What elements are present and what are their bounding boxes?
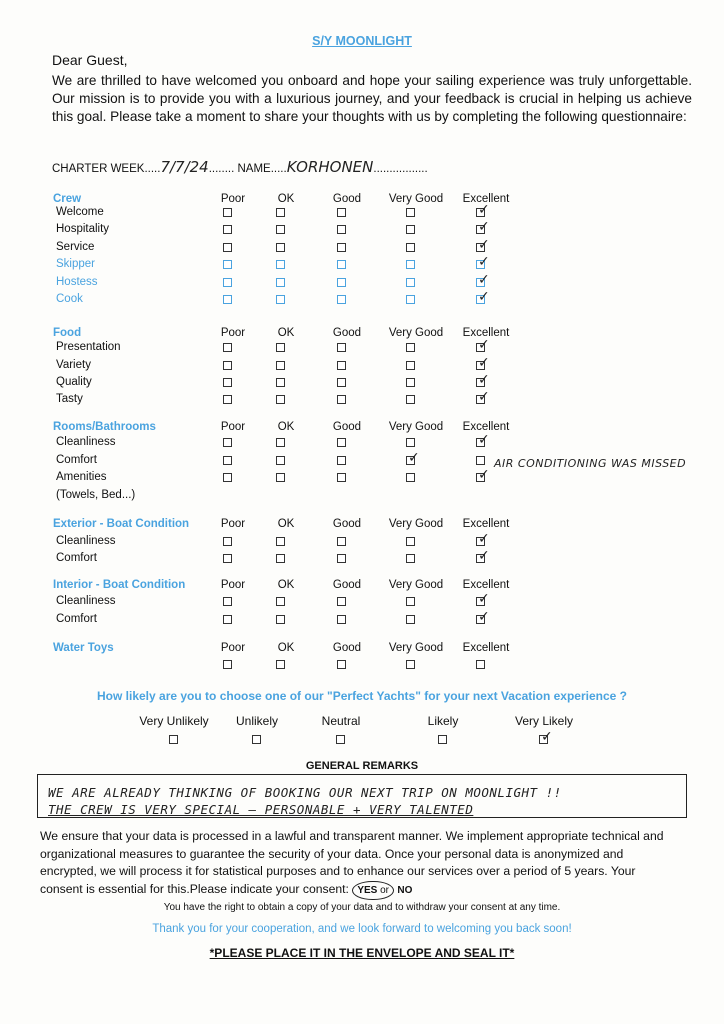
column-header-poor: Poor — [220, 642, 246, 654]
column-header-very-good: Very Good — [388, 421, 444, 433]
column-header-excellent: Excellent — [462, 421, 510, 433]
column-header-very-good: Very Good — [388, 327, 444, 339]
rating-checkbox-poor[interactable] — [223, 295, 232, 304]
checkmark-icon: ✓ — [478, 591, 490, 607]
rating-checkbox-poor[interactable] — [223, 597, 232, 606]
checkmark-icon: ✓ — [478, 467, 490, 483]
rating-checkbox-good[interactable] — [337, 473, 346, 482]
rating-checkbox-good[interactable] — [337, 361, 346, 370]
name-label: NAME — [237, 163, 271, 175]
rating-checkbox-excellent[interactable] — [476, 237, 490, 253]
remarks-title: GENERAL REMARKS — [305, 760, 419, 772]
rating-checkbox-ok[interactable] — [276, 295, 285, 304]
column-header-good: Good — [332, 327, 362, 339]
column-header-excellent: Excellent — [462, 327, 510, 339]
rating-checkbox-ok[interactable] — [276, 554, 285, 563]
rating-checkbox-poor[interactable] — [223, 660, 232, 669]
likelihood-checkbox[interactable] — [252, 735, 261, 744]
row-label: Variety — [56, 359, 91, 371]
rating-checkbox-good[interactable] — [337, 208, 346, 217]
rating-checkbox-good[interactable] — [337, 378, 346, 387]
rating-checkbox-ok[interactable] — [276, 395, 285, 404]
rating-checkbox-excellent[interactable] — [476, 272, 490, 288]
column-header-very-good: Very Good — [388, 579, 444, 591]
likelihood-checkbox[interactable] — [539, 729, 553, 745]
rating-checkbox-very-good[interactable] — [406, 295, 415, 304]
column-header-poor: Poor — [220, 518, 246, 530]
checkmark-icon: ✓ — [478, 254, 490, 270]
rating-checkbox-good[interactable] — [337, 343, 346, 352]
rating-checkbox-excellent[interactable] — [476, 289, 490, 305]
rating-checkbox-very-good[interactable] — [406, 260, 415, 269]
rating-checkbox-very-good[interactable] — [406, 473, 415, 482]
rating-checkbox-poor[interactable] — [223, 225, 232, 234]
rating-checkbox-excellent[interactable] — [476, 372, 490, 388]
rating-checkbox-very-good[interactable] — [406, 554, 415, 563]
column-header-poor: Poor — [220, 193, 246, 205]
rating-checkbox-excellent[interactable] — [476, 591, 490, 607]
data-rights-note: You have the right to obtain a copy of your data and to withdraw your consent at any time. — [163, 902, 561, 913]
rating-checkbox-ok[interactable] — [276, 597, 285, 606]
rating-checkbox-poor[interactable] — [223, 615, 232, 624]
row-label: Hospitality — [56, 223, 110, 235]
section-label-crew: Crew — [53, 193, 82, 205]
rating-checkbox-very-good[interactable] — [406, 438, 415, 447]
rating-checkbox-ok[interactable] — [276, 473, 285, 482]
charter-week-value[interactable]: 7/7/24 — [160, 158, 209, 176]
rating-checkbox-ok[interactable] — [276, 660, 285, 669]
rating-checkbox-excellent[interactable] — [476, 531, 490, 547]
rating-checkbox-poor[interactable] — [223, 361, 232, 370]
thanks-message: Thank you for your cooperation, and we look forward to welcoming you back soon! — [152, 923, 572, 935]
charter-line: CHARTER WEEK.....7/7/24........ NAME.....KORHONEN................. — [52, 158, 428, 176]
rating-checkbox-very-good[interactable] — [406, 278, 415, 287]
intro-paragraph: We are thrilled to have welcomed you onboard and hope your sailing experience was truly unforgettable. Our mission is to provide you with a luxurious journey, and your feedback is crucial in helping us achieve this goal. Please take a moment to share your thoughts with us by completing the following questionnaire: — [52, 73, 692, 124]
rating-checkbox-very-good[interactable] — [406, 660, 415, 669]
rooms-note: AIR CONDITIONING WAS MISSED — [494, 457, 687, 470]
column-header-ok: OK — [277, 327, 295, 339]
name-value[interactable]: KORHONEN — [286, 158, 374, 176]
rating-checkbox-very-good[interactable] — [406, 597, 415, 606]
rating-checkbox-ok[interactable] — [276, 260, 285, 269]
row-label: Cook — [56, 293, 83, 305]
row-label: Cleanliness — [56, 436, 116, 448]
rating-checkbox-ok[interactable] — [276, 208, 285, 217]
rating-checkbox-poor[interactable] — [223, 243, 232, 252]
rating-checkbox-very-good[interactable] — [406, 537, 415, 546]
column-header-excellent: Excellent — [462, 579, 510, 591]
row-label: Service — [56, 241, 95, 253]
likelihood-label: Unlikely — [235, 714, 278, 728]
checkmark-icon: ✓ — [478, 272, 490, 288]
rating-checkbox-good[interactable] — [337, 225, 346, 234]
consent-yes-label: YES — [357, 884, 378, 896]
likelihood-label: Neutral — [321, 714, 361, 728]
rating-checkbox-very-good[interactable] — [406, 225, 415, 234]
remarks-text — [48, 784, 688, 818]
column-header-poor: Poor — [220, 579, 246, 591]
row-label: Quality — [56, 376, 92, 388]
checkmark-icon: ✓ — [478, 548, 490, 564]
row-label: Cleanliness — [56, 535, 116, 547]
likelihood-checkbox[interactable] — [438, 735, 447, 744]
checkmark-icon: ✓ — [478, 531, 490, 547]
rating-checkbox-good[interactable] — [337, 597, 346, 606]
rating-checkbox-poor[interactable] — [223, 278, 232, 287]
likelihood-label: Very Likely — [514, 714, 574, 728]
checkmark-icon: ✓ — [478, 389, 490, 405]
consent-no[interactable]: NO — [397, 884, 413, 896]
consent-or: or — [380, 884, 390, 896]
rating-checkbox-good[interactable] — [337, 615, 346, 624]
column-header-very-good: Very Good — [388, 518, 444, 530]
rating-checkbox-ok[interactable] — [276, 225, 285, 234]
column-header-very-good: Very Good — [388, 193, 444, 205]
likelihood-label: Very Unlikely — [139, 714, 209, 728]
rating-checkbox-good[interactable] — [337, 537, 346, 546]
rating-checkbox-poor[interactable] — [223, 343, 232, 352]
row-label: Skipper — [56, 258, 95, 270]
rating-checkbox-excellent[interactable] — [476, 337, 490, 353]
column-header-excellent: Excellent — [462, 642, 510, 654]
rating-checkbox-excellent[interactable] — [476, 219, 490, 235]
column-header-very-good: Very Good — [388, 642, 444, 654]
section-label-interior: Interior - Boat Condition — [53, 579, 186, 591]
section-label-rooms: Rooms/Bathrooms — [53, 421, 156, 433]
rating-checkbox-excellent[interactable] — [476, 660, 485, 669]
rating-checkbox-ok[interactable] — [276, 438, 285, 447]
rating-checkbox-excellent[interactable] — [476, 202, 490, 218]
rating-checkbox-good[interactable] — [337, 243, 346, 252]
rating-checkbox-excellent[interactable] — [476, 389, 490, 405]
greeting: Dear Guest, — [52, 52, 128, 68]
row-label: Presentation — [56, 341, 121, 353]
row-label: Comfort — [56, 613, 97, 625]
yacht-title: S/Y MOONLIGHT — [312, 34, 412, 48]
rating-checkbox-good[interactable] — [337, 554, 346, 563]
rating-checkbox-poor[interactable] — [223, 438, 232, 447]
column-header-ok: OK — [277, 193, 295, 205]
row-label: Tasty — [56, 393, 83, 405]
rating-checkbox-excellent[interactable] — [476, 432, 490, 448]
rating-checkbox-very-good[interactable] — [406, 243, 415, 252]
rating-checkbox-ok[interactable] — [276, 361, 285, 370]
likelihood-checkbox[interactable] — [336, 735, 345, 744]
rating-checkbox-excellent[interactable] — [476, 355, 490, 371]
rating-checkbox-ok[interactable] — [276, 378, 285, 387]
rating-checkbox-good[interactable] — [337, 660, 346, 669]
column-header-ok: OK — [277, 579, 295, 591]
rating-checkbox-excellent[interactable] — [476, 254, 490, 270]
rating-checkbox-poor[interactable] — [223, 208, 232, 217]
remarks-line-2: THE CREW IS VERY SPECIAL — PERSONABLE + VERY TALENTED — [48, 802, 474, 817]
column-header-poor: Poor — [220, 327, 246, 339]
rating-checkbox-very-good[interactable] — [406, 395, 415, 404]
rating-checkbox-ok[interactable] — [276, 278, 285, 287]
rating-checkbox-very-good[interactable] — [406, 343, 415, 352]
checkmark-icon: ✓ — [478, 219, 490, 235]
rating-checkbox-poor[interactable] — [223, 395, 232, 404]
column-header-good: Good — [332, 518, 362, 530]
checkmark-icon: ✓ — [541, 729, 553, 745]
privacy-body: We ensure that your data is processed in a lawful and transparent manner. We implement appropriate technical and organizational measures to guarantee the security of your data. Once your personal data is anonymized and encrypted, we will process it for statistical purposes and to enhance our services over a period of 5 years. Your consent is essential for this.Please indicate your consent: — [40, 829, 664, 896]
rating-checkbox-poor[interactable] — [223, 456, 232, 465]
rating-checkbox-excellent[interactable] — [476, 609, 490, 625]
section-label-exterior: Exterior - Boat Condition — [53, 518, 190, 530]
section-label-water-toys: Water Toys — [53, 642, 114, 654]
rating-checkbox-good[interactable] — [337, 456, 346, 465]
likelihood-question: How likely are you to choose one of our "Perfect Yachts" for your next Vacation experience ? — [97, 689, 627, 703]
rating-checkbox-poor[interactable] — [223, 473, 232, 482]
row-label: (Towels, Bed...) — [56, 489, 136, 501]
checkmark-icon: ✓ — [478, 609, 490, 625]
row-label: Comfort — [56, 454, 97, 466]
checkmark-icon: ✓ — [478, 337, 490, 353]
checkmark-icon: ✓ — [478, 202, 490, 218]
rating-checkbox-very-good[interactable] — [406, 450, 420, 466]
rating-checkbox-excellent[interactable] — [476, 548, 490, 564]
column-header-ok: OK — [277, 642, 295, 654]
consent-yes[interactable] — [352, 881, 394, 901]
section-label-food: Food — [53, 327, 82, 339]
row-label: Cleanliness — [56, 595, 116, 607]
row-label: Hostess — [56, 276, 98, 288]
column-header-ok: OK — [277, 518, 295, 530]
checkmark-icon: ✓ — [478, 355, 490, 371]
rating-checkbox-poor[interactable] — [223, 260, 232, 269]
rating-checkbox-very-good[interactable] — [406, 361, 415, 370]
column-header-ok: OK — [277, 421, 295, 433]
likelihood-label: Likely — [427, 714, 459, 728]
rating-checkbox-excellent[interactable] — [476, 467, 490, 483]
column-header-good: Good — [332, 579, 362, 591]
checkmark-icon: ✓ — [478, 237, 490, 253]
checkmark-icon: ✓ — [478, 432, 490, 448]
rating-checkbox-poor[interactable] — [223, 378, 232, 387]
column-header-poor: Poor — [220, 421, 246, 433]
privacy-text — [40, 828, 680, 900]
row-label: Amenities — [56, 471, 107, 483]
rating-checkbox-ok[interactable] — [276, 243, 285, 252]
column-header-good: Good — [332, 642, 362, 654]
rating-checkbox-ok[interactable] — [276, 537, 285, 546]
row-label: Welcome — [56, 206, 104, 218]
row-label: Comfort — [56, 552, 97, 564]
envelope-instruction: *PLEASE PLACE IT IN THE ENVELOPE AND SEAL IT* — [209, 946, 515, 960]
rating-checkbox-excellent[interactable] — [476, 456, 485, 465]
rating-checkbox-good[interactable] — [337, 438, 346, 447]
checkmark-icon: ✓ — [478, 289, 490, 305]
rating-checkbox-ok[interactable] — [276, 343, 285, 352]
charter-week-label: CHARTER WEEK — [52, 163, 145, 175]
checkmark-icon: ✓ — [408, 450, 420, 466]
column-header-good: Good — [332, 193, 362, 205]
rating-checkbox-poor[interactable] — [223, 537, 232, 546]
checkmark-icon: ✓ — [478, 372, 490, 388]
rating-checkbox-ok[interactable] — [276, 456, 285, 465]
rating-checkbox-good[interactable] — [337, 260, 346, 269]
likelihood-checkbox[interactable] — [169, 735, 178, 744]
column-header-excellent: Excellent — [462, 193, 510, 205]
column-header-excellent: Excellent — [462, 518, 510, 530]
rating-checkbox-good[interactable] — [337, 295, 346, 304]
rating-checkbox-very-good[interactable] — [406, 378, 415, 387]
remarks-line-1: WE ARE ALREADY THINKING OF BOOKING OUR NEXT TRIP ON MOONLIGHT !! — [48, 785, 562, 800]
rating-checkbox-ok[interactable] — [276, 615, 285, 624]
rating-checkbox-good[interactable] — [337, 395, 346, 404]
rating-checkbox-poor[interactable] — [223, 554, 232, 563]
rating-checkbox-good[interactable] — [337, 278, 346, 287]
rating-checkbox-very-good[interactable] — [406, 615, 415, 624]
column-header-good: Good — [332, 421, 362, 433]
rating-checkbox-very-good[interactable] — [406, 208, 415, 217]
